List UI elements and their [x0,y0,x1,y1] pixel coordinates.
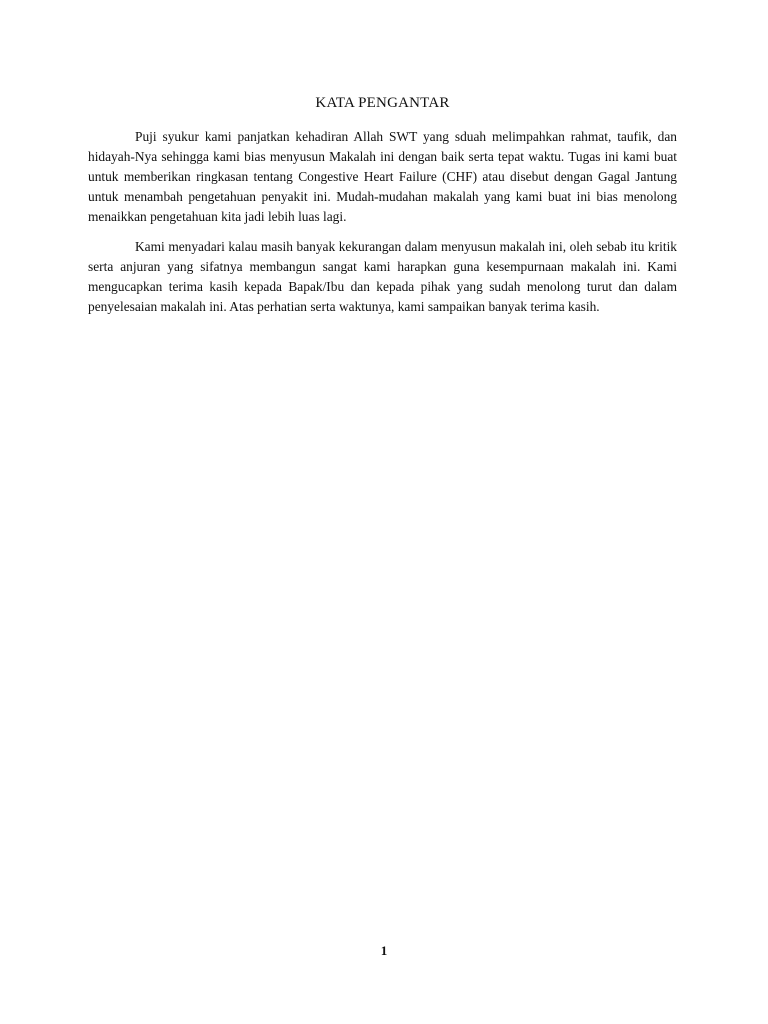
page-content [88,93,677,327]
page-number: 1 [380,943,388,958]
paragraph-acknowledgement: Kami menyadari kalau masih banyak kekurangan dalam menyusun makalah ini, oleh sebab itu kritik serta anjuran yang sifatnya membangun sangat kami harapkan guna kesempurnaan makalah ini. Kami mengucapkan terima kasih kepada Bapak/Ibu dan kepada pihak yang sudah menolong turut dan dalam penyelesaian makalah ini. Atas perhatian serta waktunya, kami sampaikan banyak terima kasih. [88,239,677,314]
paragraph-intro: Puji syukur kami panjatkan kehadiran Allah SWT yang sduah melimpahkan rahmat, taufik, dan hidayah-Nya sehingga kami bias menyusun Makalah ini dengan baik serta tepat waktu. Tugas ini kami buat untuk memberikan ringkasan tentang Congestive Heart Failure (CHF) atau disebut dengan Gagal Jantung untuk menambah pengetahuan penyakit ini. Mudah-mudahan makalah yang kami buat ini bias menolong menaikkan pengetahuan kita jadi lebih luas lagi. [88,129,677,224]
page-title: KATA PENGANTAR [315,95,450,111]
